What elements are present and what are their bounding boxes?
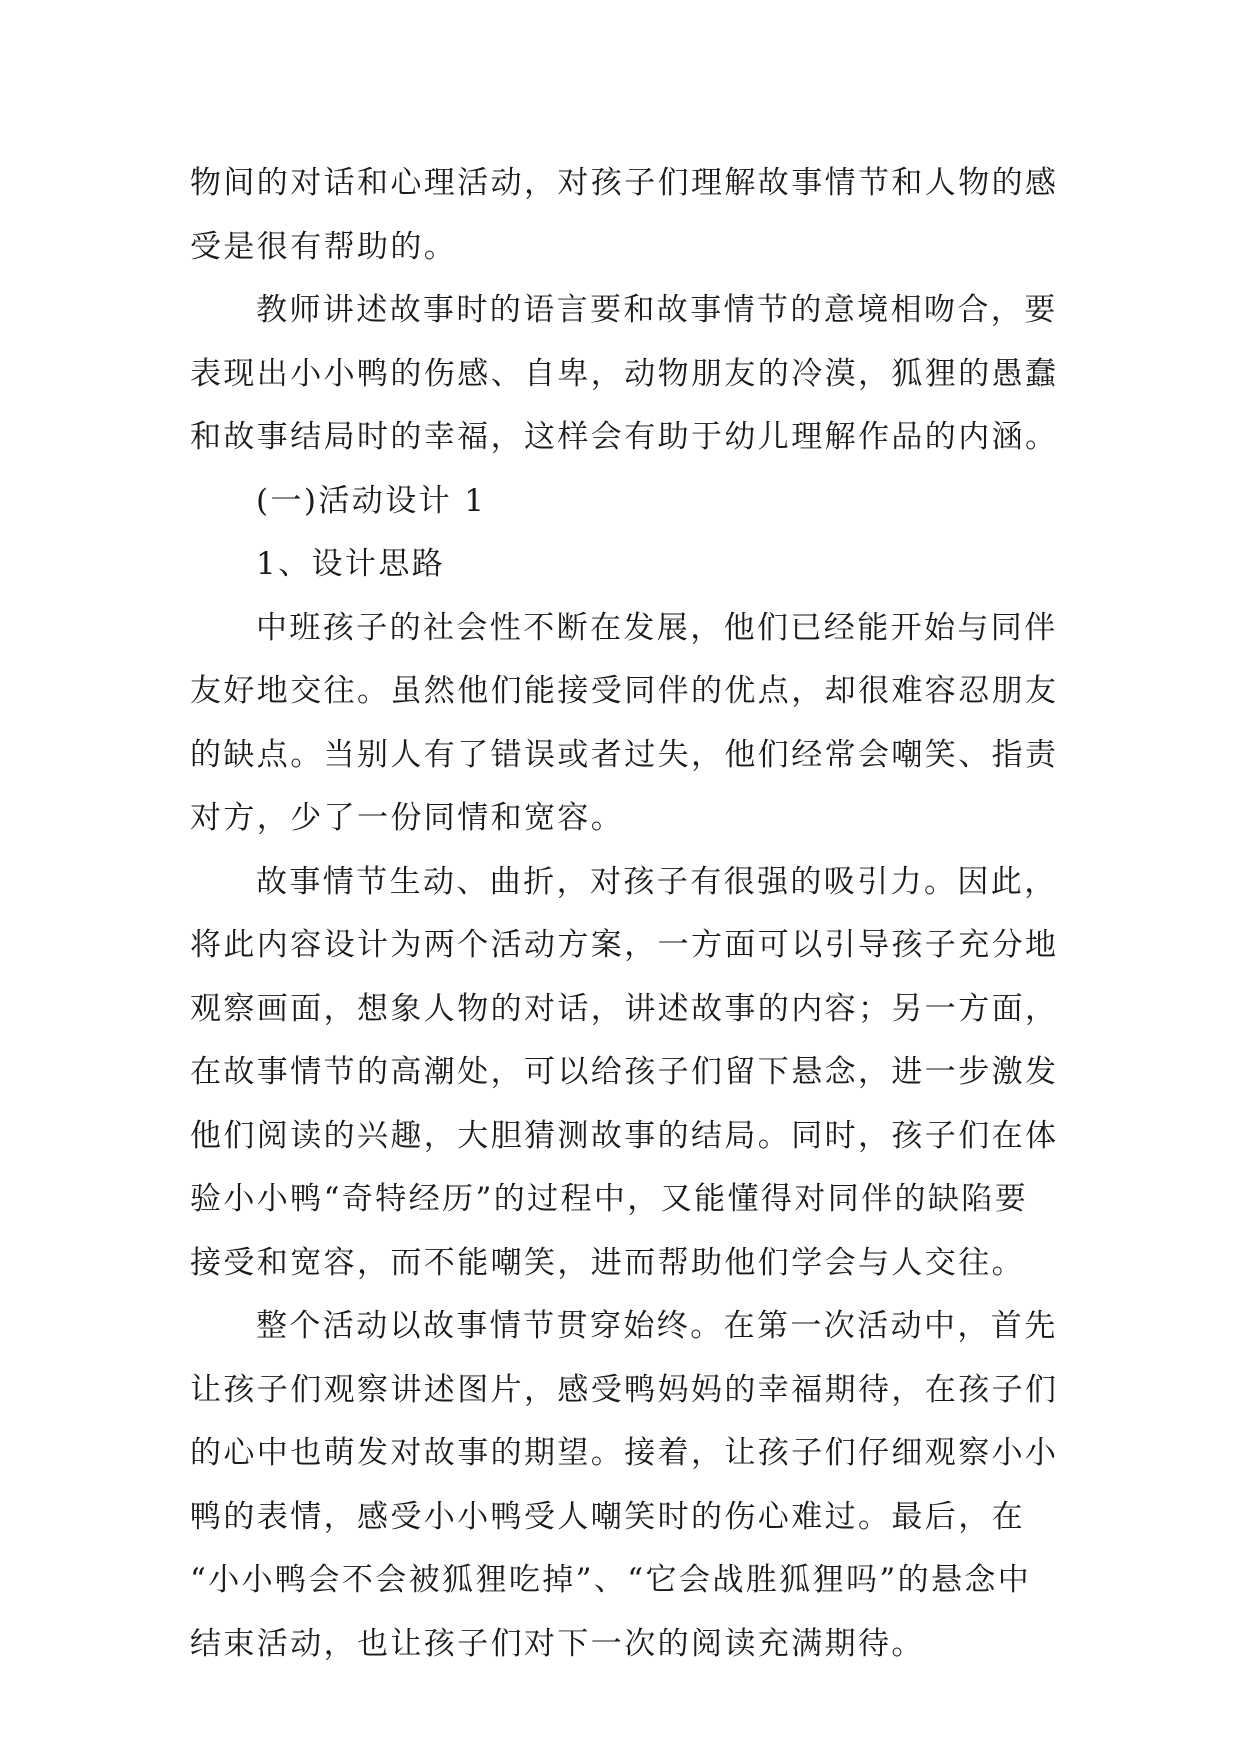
paragraph-line: “小小鸭会不会被狐狸吃掉”、“它会战胜狐狸吗”的悬念中 — [190, 1562, 1032, 1598]
paragraph-line: 受是很有帮助的。 — [190, 228, 458, 265]
paragraph-line: 对方，少了一份同情和宽容。 — [190, 800, 625, 836]
paragraph-line: 的心中也萌发对故事的期望。接着，让孩子们仔细观察小小 — [190, 1435, 1059, 1471]
paragraph-line: 和故事结局时的幸福，这样会有助于幼儿理解作品的内涵。 — [190, 419, 1059, 455]
paragraph-line: 接受和宽容，而不能嘲笑，进而帮助他们学会与人交往。 — [190, 1244, 1025, 1281]
paragraph-line: 物间的对话和心理活动，对孩子们理解故事情节和人物的感 — [190, 165, 1059, 201]
paragraph-first-line: 故事情节生动、曲折，对孩子有很强的吸引力。因此， — [256, 863, 1058, 900]
paragraph-line: 验小小鸭“奇特经历”的过程中，又能懂得对同伴的缺陷要 — [190, 1181, 1029, 1217]
paragraph-line: 将此内容设计为两个活动方案，一方面可以引导孩子充分地 — [190, 927, 1059, 963]
paragraph-line: 鸭的表情，感受小小鸭受人嘲笑时的伤心难过。最后，在 — [190, 1498, 1025, 1535]
paragraph-line: 结束活动，也让孩子们对下一次的阅读充满期待。 — [190, 1625, 925, 1662]
paragraph-line: 表现出小小鸭的伤感、自卑，动物朋友的冷漠，狐狸的愚蠢 — [190, 355, 1059, 392]
paragraph-line: 观察画面，想象人物的对话，讲述故事的内容；另一方面， — [190, 990, 1059, 1027]
document-body — [190, 152, 1059, 1676]
paragraph-line: 他们阅读的兴趣，大胆猜测故事的结局。同时，孩子们在体 — [190, 1117, 1059, 1154]
paragraph-line: 的缺点。当别人有了错误或者过失，他们经常会嘲笑、指责 — [190, 736, 1059, 773]
paragraph-first-line: 整个活动以故事情节贯穿始终。在第一次活动中，首先 — [256, 1308, 1058, 1344]
section-heading: (一)活动设计 1 — [256, 482, 487, 519]
subsection-heading: 1、设计思路 — [256, 546, 446, 582]
paragraph-first-line: 教师讲述故事时的语言要和故事情节的意境相吻合，要 — [256, 292, 1058, 328]
paragraph-line: 让孩子们观察讲述图片，感受鸭妈妈的幸福期待，在孩子们 — [190, 1371, 1059, 1408]
paragraph-first-line: 中班孩子的社会性不断在发展，他们已经能开始与同伴 — [256, 609, 1058, 646]
paragraph-line: 友好地交往。虽然他们能接受同伴的优点，却很难容忍朋友 — [190, 673, 1059, 709]
paragraph-line: 在故事情节的高潮处，可以给孩子们留下悬念，进一步激发 — [190, 1054, 1059, 1090]
